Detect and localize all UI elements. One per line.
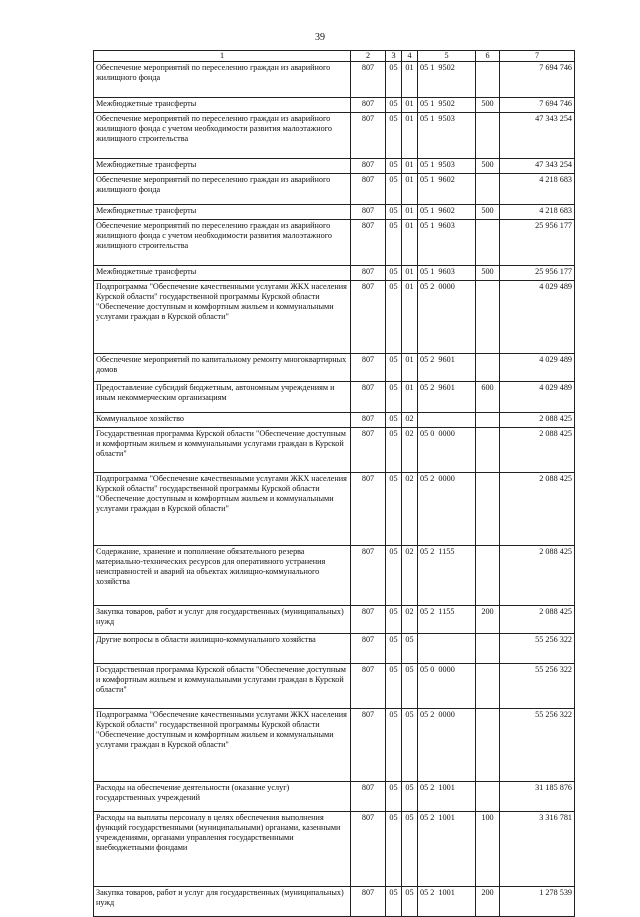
expense-type-cell xyxy=(476,220,500,266)
grbs-code-cell: 807 xyxy=(351,664,386,709)
target-article-cell: 05 2 1001 xyxy=(418,812,476,887)
amount-cell: 31 185 876 xyxy=(500,782,575,812)
section-code-cell: 05 xyxy=(386,782,402,812)
section-code-cell: 05 xyxy=(386,159,402,174)
grbs-code-cell: 807 xyxy=(351,266,386,281)
grbs-code-cell: 807 xyxy=(351,887,386,917)
amount-cell: 25 956 177 xyxy=(500,220,575,266)
grbs-code-cell: 807 xyxy=(351,174,386,205)
row-name-cell: Предоставление субсидий бюджетным, автономным учреждениям и иным некоммерческим организациям xyxy=(94,382,351,413)
table-row xyxy=(94,606,575,634)
table-row xyxy=(94,98,575,113)
target-article-cell: 05 1 9602 xyxy=(418,174,476,205)
table-row xyxy=(94,354,575,382)
budget-table xyxy=(93,50,575,917)
row-name-cell: Расходы на обеспечение деятельности (оказание услуг) государственных учреждений xyxy=(94,782,351,812)
section-code-cell: 05 xyxy=(386,266,402,281)
expense-type-cell xyxy=(476,281,500,354)
amount-cell: 2 088 425 xyxy=(500,606,575,634)
section-code-cell: 05 xyxy=(386,382,402,413)
amount-cell: 2 088 425 xyxy=(500,546,575,606)
section-code-cell: 05 xyxy=(386,98,402,113)
row-name-cell: Межбюджетные трансферты xyxy=(94,205,351,220)
subsection-code-cell: 02 xyxy=(402,546,418,606)
section-code-cell: 05 xyxy=(386,281,402,354)
expense-type-cell xyxy=(476,782,500,812)
column-header: 6 xyxy=(476,51,500,62)
grbs-code-cell: 807 xyxy=(351,782,386,812)
subsection-code-cell: 01 xyxy=(402,354,418,382)
table-row xyxy=(94,205,575,220)
target-article-cell: 05 2 9601 xyxy=(418,382,476,413)
table-row xyxy=(94,812,575,887)
subsection-code-cell: 01 xyxy=(402,382,418,413)
amount-cell: 47 343 254 xyxy=(500,159,575,174)
target-article-cell: 05 2 1001 xyxy=(418,887,476,917)
grbs-code-cell: 807 xyxy=(351,473,386,546)
section-code-cell: 05 xyxy=(386,664,402,709)
amount-cell: 25 956 177 xyxy=(500,266,575,281)
grbs-code-cell: 807 xyxy=(351,546,386,606)
table-row xyxy=(94,220,575,266)
section-code-cell: 05 xyxy=(386,812,402,887)
section-code-cell: 05 xyxy=(386,887,402,917)
subsection-code-cell: 01 xyxy=(402,159,418,174)
expense-type-cell: 500 xyxy=(476,159,500,174)
expense-type-cell xyxy=(476,664,500,709)
target-article-cell xyxy=(418,634,476,664)
expense-type-cell xyxy=(476,413,500,428)
target-article-cell: 05 2 1001 xyxy=(418,782,476,812)
target-article-cell: 05 2 0000 xyxy=(418,281,476,354)
table-row xyxy=(94,113,575,159)
amount-cell: 47 343 254 xyxy=(500,113,575,159)
subsection-code-cell: 02 xyxy=(402,413,418,428)
target-article-cell: 05 0 0000 xyxy=(418,664,476,709)
section-code-cell: 05 xyxy=(386,205,402,220)
section-code-cell: 05 xyxy=(386,174,402,205)
target-article-cell: 05 1 9503 xyxy=(418,159,476,174)
column-header: 4 xyxy=(402,51,418,62)
target-article-cell: 05 1 9602 xyxy=(418,205,476,220)
amount-cell: 3 316 781 xyxy=(500,812,575,887)
amount-cell: 4 218 683 xyxy=(500,174,575,205)
row-name-cell: Другие вопросы в области жилищно-коммунального хозяйства xyxy=(94,634,351,664)
table-row xyxy=(94,174,575,205)
grbs-code-cell: 807 xyxy=(351,62,386,98)
section-code-cell: 05 xyxy=(386,354,402,382)
amount-cell: 2 088 425 xyxy=(500,413,575,428)
subsection-code-cell: 02 xyxy=(402,428,418,473)
amount-cell: 7 694 746 xyxy=(500,98,575,113)
section-code-cell: 05 xyxy=(386,709,402,782)
expense-type-cell: 200 xyxy=(476,887,500,917)
subsection-code-cell: 05 xyxy=(402,782,418,812)
row-name-cell: Расходы на выплаты персоналу в целях обеспечения выполнения функций государственными (муниципальными) органами, казенными учреждениями, органами управления государственными внебюджетными фондами xyxy=(94,812,351,887)
expense-type-cell xyxy=(476,354,500,382)
section-code-cell: 05 xyxy=(386,634,402,664)
section-code-cell: 05 xyxy=(386,473,402,546)
subsection-code-cell: 05 xyxy=(402,887,418,917)
row-name-cell: Подпрограмма "Обеспечение качественными услугами ЖКХ населения Курской области" государственной программы Курской области "Обеспечение доступным и комфортным жильем и коммунальными услугами граждан в Курской области" xyxy=(94,281,351,354)
expense-type-cell xyxy=(476,709,500,782)
row-name-cell: Обеспечение мероприятий по переселению граждан из аварийного жилищного фонда xyxy=(94,62,351,98)
table-row xyxy=(94,782,575,812)
table-row xyxy=(94,709,575,782)
grbs-code-cell: 807 xyxy=(351,281,386,354)
target-article-cell: 05 1 9603 xyxy=(418,220,476,266)
expense-type-cell: 500 xyxy=(476,266,500,281)
header-row xyxy=(94,51,575,62)
amount-cell: 2 088 425 xyxy=(500,428,575,473)
subsection-code-cell: 05 xyxy=(402,812,418,887)
grbs-code-cell: 807 xyxy=(351,812,386,887)
target-article-cell: 05 0 0000 xyxy=(418,428,476,473)
row-name-cell: Государственная программа Курской области "Обеспечение доступным и комфортным жильем и коммунальными услугами граждан в Курской области" xyxy=(94,664,351,709)
grbs-code-cell: 807 xyxy=(351,413,386,428)
row-name-cell: Содержание, хранение и пополнение обязательного резерва материально-технических ресурсов для оперативного устранения неисправностей и аварий на объектах жилищно-коммунального хозяйства xyxy=(94,546,351,606)
row-name-cell: Межбюджетные трансферты xyxy=(94,266,351,281)
row-name-cell: Коммунальное хозяйство xyxy=(94,413,351,428)
target-article-cell: 05 1 9603 xyxy=(418,266,476,281)
table-row xyxy=(94,428,575,473)
row-name-cell: Закупка товаров, работ и услуг для государственных (муниципальных) нужд xyxy=(94,887,351,917)
section-code-cell: 05 xyxy=(386,546,402,606)
grbs-code-cell: 807 xyxy=(351,113,386,159)
section-code-cell: 05 xyxy=(386,413,402,428)
table-row xyxy=(94,887,575,917)
subsection-code-cell: 01 xyxy=(402,281,418,354)
table-row xyxy=(94,413,575,428)
target-article-cell: 05 1 9502 xyxy=(418,98,476,113)
subsection-code-cell: 02 xyxy=(402,606,418,634)
subsection-code-cell: 01 xyxy=(402,113,418,159)
table-row xyxy=(94,266,575,281)
page-number: 39 xyxy=(315,32,325,43)
section-code-cell: 05 xyxy=(386,606,402,634)
expense-type-cell xyxy=(476,113,500,159)
expense-type-cell xyxy=(476,428,500,473)
subsection-code-cell: 01 xyxy=(402,98,418,113)
amount-cell: 2 088 425 xyxy=(500,473,575,546)
subsection-code-cell: 01 xyxy=(402,174,418,205)
column-header: 1 xyxy=(94,51,351,62)
table-row xyxy=(94,281,575,354)
section-code-cell: 05 xyxy=(386,220,402,266)
row-name-cell: Подпрограмма "Обеспечение качественными услугами ЖКХ населения Курской области" государственной программы Курской области "Обеспечение доступным и комфортным жильем и коммунальными услугами граждан в Курской области" xyxy=(94,709,351,782)
target-article-cell: 05 2 1155 xyxy=(418,606,476,634)
amount-cell: 1 278 539 xyxy=(500,887,575,917)
row-name-cell: Обеспечение мероприятий по переселению граждан из аварийного жилищного фонда с учетом необходимости развития малоэтажного жилищного строительства xyxy=(94,220,351,266)
section-code-cell: 05 xyxy=(386,428,402,473)
column-header: 3 xyxy=(386,51,402,62)
section-code-cell: 05 xyxy=(386,62,402,98)
row-name-cell: Подпрограмма "Обеспечение качественными услугами ЖКХ населения Курской области" государственной программы Курской области "Обеспечение доступным и комфортным жильем и коммунальными услугами граждан в Курской области" xyxy=(94,473,351,546)
grbs-code-cell: 807 xyxy=(351,159,386,174)
row-name-cell: Межбюджетные трансферты xyxy=(94,159,351,174)
amount-cell: 55 256 322 xyxy=(500,709,575,782)
expense-type-cell xyxy=(476,546,500,606)
table-row xyxy=(94,664,575,709)
grbs-code-cell: 807 xyxy=(351,382,386,413)
subsection-code-cell: 05 xyxy=(402,709,418,782)
amount-cell: 4 029 489 xyxy=(500,354,575,382)
expense-type-cell xyxy=(476,62,500,98)
row-name-cell: Межбюджетные трансферты xyxy=(94,98,351,113)
target-article-cell xyxy=(418,413,476,428)
row-name-cell: Обеспечение мероприятий по переселению граждан из аварийного жилищного фонда xyxy=(94,174,351,205)
amount-cell: 55 256 322 xyxy=(500,634,575,664)
table-row xyxy=(94,382,575,413)
grbs-code-cell: 807 xyxy=(351,98,386,113)
expense-type-cell: 200 xyxy=(476,606,500,634)
table-row xyxy=(94,473,575,546)
subsection-code-cell: 05 xyxy=(402,664,418,709)
expense-type-cell xyxy=(476,634,500,664)
amount-cell: 4 029 489 xyxy=(500,382,575,413)
expense-type-cell: 500 xyxy=(476,98,500,113)
section-code-cell: 05 xyxy=(386,113,402,159)
expense-type-cell: 500 xyxy=(476,205,500,220)
amount-cell: 7 694 746 xyxy=(500,62,575,98)
expense-type-cell: 600 xyxy=(476,382,500,413)
subsection-code-cell: 05 xyxy=(402,634,418,664)
row-name-cell: Обеспечение мероприятий по переселению граждан из аварийного жилищного фонда с учетом необходимости развития малоэтажного жилищного строительства xyxy=(94,113,351,159)
row-name-cell: Государственная программа Курской области "Обеспечение доступным и комфортным жильем и коммунальными услугами граждан в Курской области" xyxy=(94,428,351,473)
grbs-code-cell: 807 xyxy=(351,205,386,220)
grbs-code-cell: 807 xyxy=(351,709,386,782)
grbs-code-cell: 807 xyxy=(351,428,386,473)
column-header: 7 xyxy=(500,51,575,62)
target-article-cell: 05 2 1155 xyxy=(418,546,476,606)
target-article-cell: 05 1 9502 xyxy=(418,62,476,98)
expense-type-cell xyxy=(476,174,500,205)
target-article-cell: 05 1 9503 xyxy=(418,113,476,159)
column-header: 2 xyxy=(351,51,386,62)
grbs-code-cell: 807 xyxy=(351,606,386,634)
row-name-cell: Обеспечение мероприятий по капитальному ремонту многоквартирных домов xyxy=(94,354,351,382)
table-row xyxy=(94,634,575,664)
target-article-cell: 05 2 0000 xyxy=(418,709,476,782)
table-row xyxy=(94,546,575,606)
expense-type-cell: 100 xyxy=(476,812,500,887)
grbs-code-cell: 807 xyxy=(351,220,386,266)
subsection-code-cell: 01 xyxy=(402,220,418,266)
amount-cell: 4 029 489 xyxy=(500,281,575,354)
subsection-code-cell: 01 xyxy=(402,266,418,281)
target-article-cell: 05 2 9601 xyxy=(418,354,476,382)
amount-cell: 4 218 683 xyxy=(500,205,575,220)
grbs-code-cell: 807 xyxy=(351,634,386,664)
expense-type-cell xyxy=(476,473,500,546)
amount-cell: 55 256 322 xyxy=(500,664,575,709)
subsection-code-cell: 02 xyxy=(402,473,418,546)
row-name-cell: Закупка товаров, работ и услуг для государственных (муниципальных) нужд xyxy=(94,606,351,634)
column-header: 5 xyxy=(418,51,476,62)
subsection-code-cell: 01 xyxy=(402,62,418,98)
subsection-code-cell: 01 xyxy=(402,205,418,220)
table-row xyxy=(94,159,575,174)
grbs-code-cell: 807 xyxy=(351,354,386,382)
target-article-cell: 05 2 0000 xyxy=(418,473,476,546)
table-row xyxy=(94,62,575,98)
